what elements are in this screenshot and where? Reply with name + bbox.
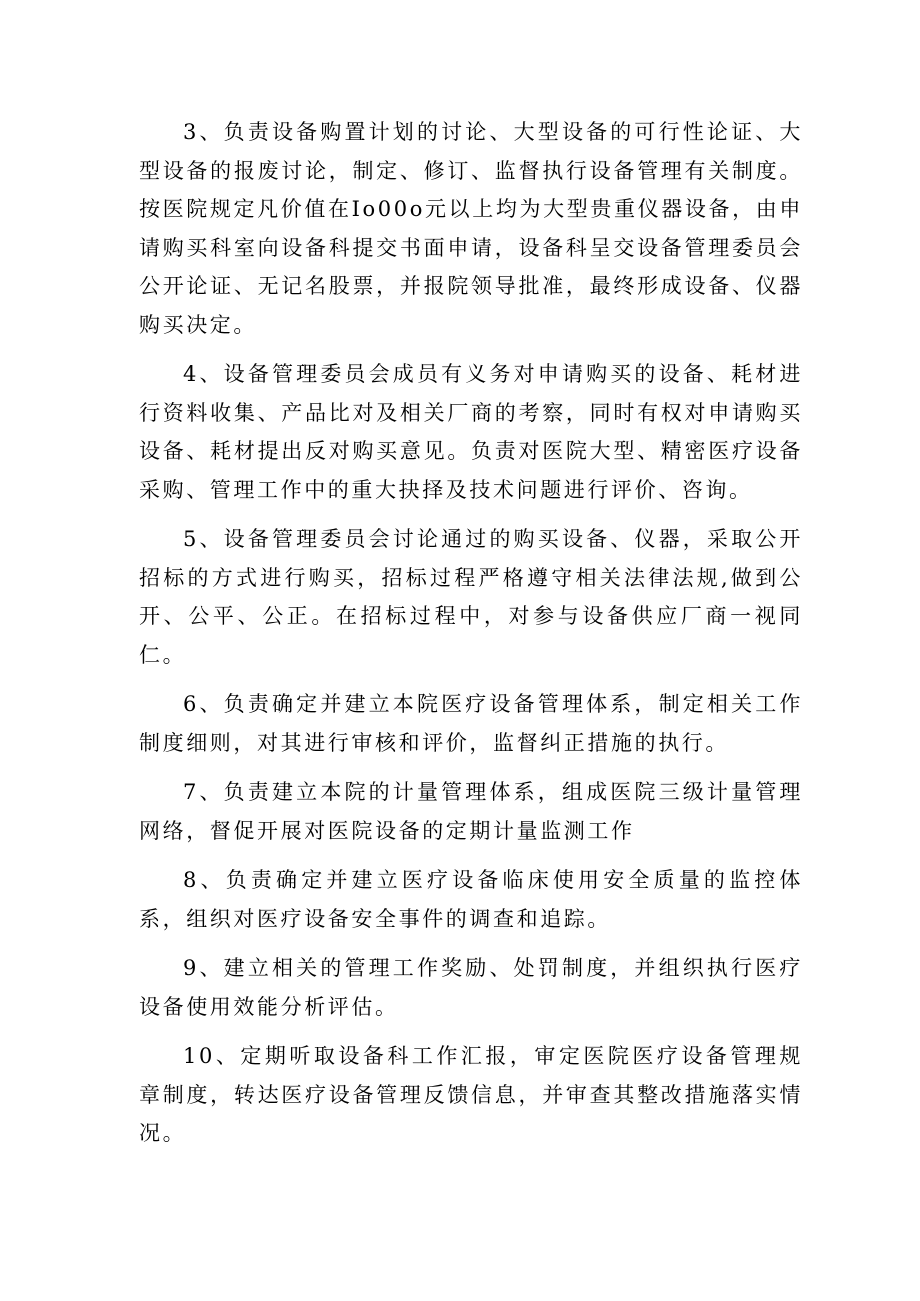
paragraph-item-7: 7、负责建立本院的计量管理体系，组成医院三级计量管理网络，督促开展对医院设备的定期计量监测工作 <box>139 780 803 843</box>
paragraph-item-5: 5、设备管理委员会讨论通过的购买设备、仪器，采取公开招标的方式进行购买，招标过程严格遵守相关法律法规,做到公开、公平、公正。在招标过程中，对参与设备供应厂商一视同仁。 <box>139 527 803 667</box>
paragraph-item-4: 4、设备管理委员会成员有义务对申请购买的设备、耗材进行资料收集、产品比对及相关厂商的考察，同时有权对申请购买设备、耗材提出反对购买意见。负责对医院大型、精密医疗设备采购、管理工作中的重大抉择及技术问题进行评价、咨询。 <box>139 362 803 502</box>
paragraph-item-10: 10、定期听取设备科工作汇报，审定医院医疗设备管理规章制度，转达医疗设备管理反馈信息，并审查其整改措施落实情况。 <box>139 1044 803 1145</box>
paragraph-item-6: 6、负责确定并建立本院医疗设备管理体系，制定相关工作制度细则，对其进行审核和评价，监督纠正措施的执行。 <box>139 692 803 755</box>
paragraph-item-9: 9、建立相关的管理工作奖励、处罚制度，并组织执行医疗设备使用效能分析评估。 <box>139 956 803 1019</box>
paragraph-item-8: 8、负责确定并建立医疗设备临床使用安全质量的监控体系，组织对医疗设备安全事件的调查和追踪。 <box>139 868 803 931</box>
paragraph-item-3: 3、负责设备购置计划的讨论、大型设备的可行性论证、大型设备的报废讨论，制定、修订、监督执行设备管理有关制度。按医院规定凡价值在Io00o元以上均为大型贵重仪器设备，由申请购买科室向设备科提交书面申请，设备科呈交设备管理委员会公开论证、无记名股票，并报院领导批准，最终形成设备、仪器购买决定。 <box>139 120 803 337</box>
